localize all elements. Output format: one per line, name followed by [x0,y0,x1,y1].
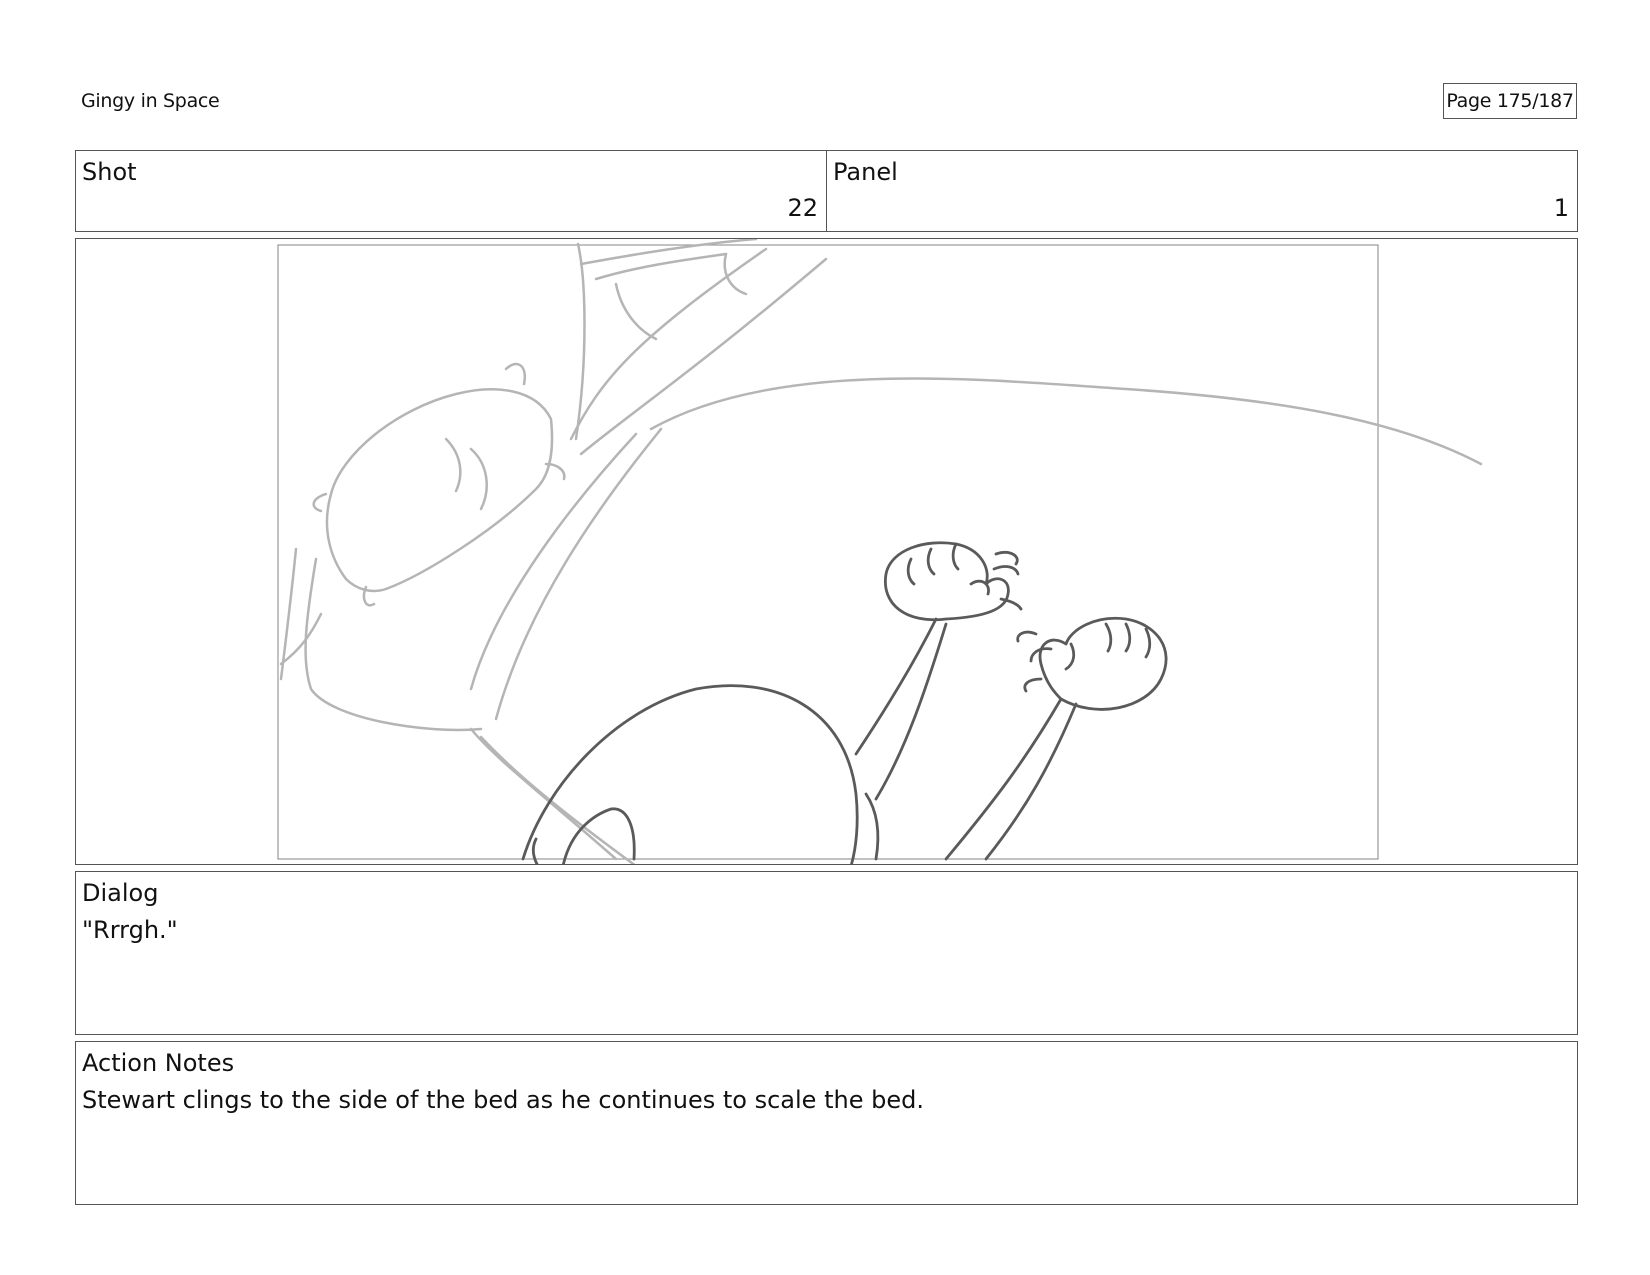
panel-label: Panel [833,158,898,186]
shot-number: 22 [787,194,818,222]
panel-number: 1 [1553,194,1569,222]
shot-cell [76,151,826,231]
dialog-section [75,871,1578,1035]
dialog-label: Dialog [82,879,159,907]
panel-cell [826,151,1577,231]
action-notes-label: Action Notes [82,1049,235,1077]
page-number: Page 175/187 [1446,90,1574,112]
storyboard-sketch [76,239,1578,865]
dialog-text: "Rrrgh." [82,916,178,944]
background-sketch [281,239,1481,865]
page-number-box [1443,83,1577,119]
shot-label: Shot [82,158,137,186]
action-notes-section [75,1041,1578,1205]
project-title: Gingy in Space [81,90,220,112]
shot-panel-header [75,150,1578,232]
character-sketch [523,543,1166,865]
camera-frame [278,245,1378,859]
storyboard-panel [75,238,1578,865]
action-notes-text: Stewart clings to the side of the bed as he continues to scale the bed. [82,1086,924,1114]
